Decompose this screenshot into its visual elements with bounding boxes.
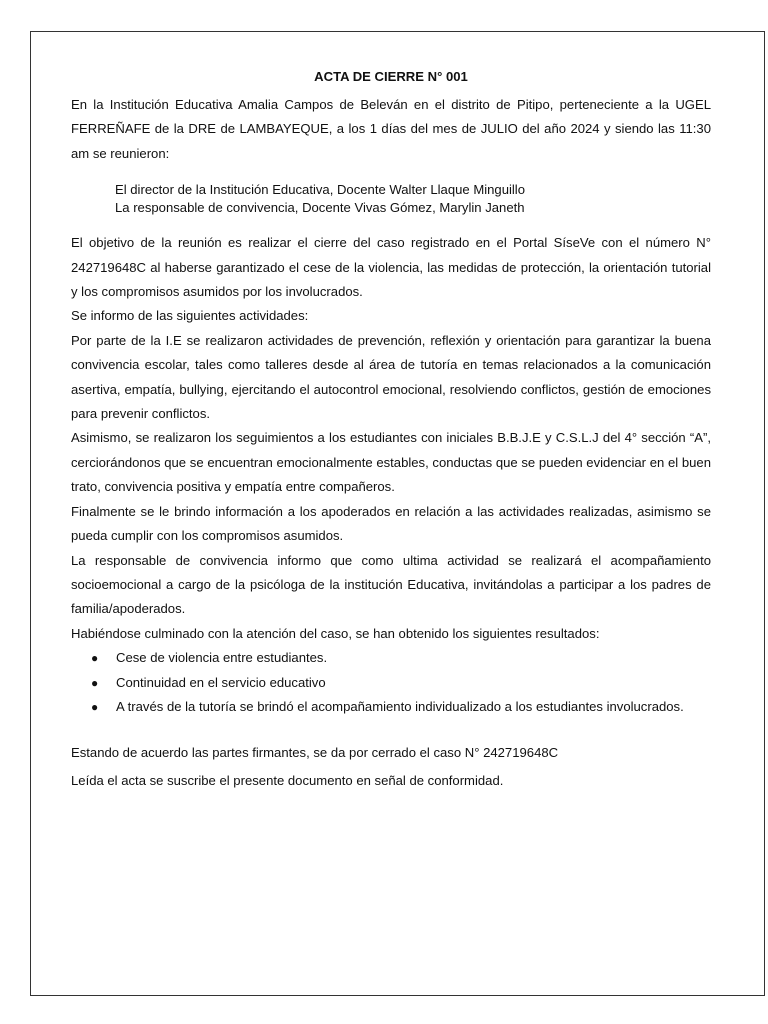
closing-section xyxy=(71,739,711,795)
document-body xyxy=(71,66,711,795)
list-item xyxy=(71,695,711,719)
result-text-2: Continuidad en el servicio educativo xyxy=(116,674,326,690)
activity-paragraph-3: Finalmente se le brindo información a los apoderados en relación a las actividades realizadas, asimismo se pueda cumplir con los compromisos asumidos. xyxy=(71,503,711,544)
intro-paragraph: En la Institución Educativa Amalia Campos de Beleván en el distrito de Pitipo, perteneciente a la UGEL FERREÑAFE de la DRE de LAMBAYEQUE, a los 1 días del mes de JULIO del año 2024 y siendo las 11:30 am se reunieron: xyxy=(71,97,711,161)
activity-paragraph-4: La responsable de convivencia informo que como ultima actividad se realizará el acompañamiento socioemocional a cargo de la psicóloga de la institución Educativa, invitándolas a participar a los padres de familia/apoderados. xyxy=(71,552,711,617)
result-text-1: Cese de violencia entre estudiantes. xyxy=(116,650,328,666)
bullet-icon: ● xyxy=(91,699,99,714)
participant-director: El director de la Institución Educativa, Docente Walter Llaque Minguillo xyxy=(115,182,525,198)
results-list xyxy=(71,646,711,719)
document-title: ACTA DE CIERRE N° 001 xyxy=(314,69,468,84)
activity-paragraph-1: Por parte de la I.E se realizaron actividades de prevención, reflexión y orientación para garantizar la buena convivencia escolar, tales como talleres desde al área de tutoría en temas relacionados a la comunicación asertiva, empatía, bullying, ejercitando el autocontrol emocional, resolviendo conflictos, gestión de emociones para prevenir conflictos. xyxy=(71,332,711,422)
closing-paragraph-1: Estando de acuerdo las partes firmantes, se da por cerrado el caso N° 242719648C xyxy=(71,745,559,761)
result-text-3: A través de la tutoría se brindó el acompañamiento individualizado a los estudiantes involucrados. xyxy=(116,698,684,714)
bullet-icon: ● xyxy=(91,675,99,690)
closing-paragraph-2: Leída el acta se suscribe el presente documento en señal de conformidad. xyxy=(71,773,504,789)
list-item xyxy=(71,646,711,670)
activity-paragraph-2: Asimismo, se realizaron los seguimientos a los estudiantes con iniciales B.B.J.E y C.S.L.J del 4° sección “A”, cerciorándonos que se encuentran emocionalmente estables, conductas que se pueden evidenciar en el buen trato, convivencia positiva y empatía entre compañeros. xyxy=(71,430,711,495)
bullet-icon: ● xyxy=(91,651,99,666)
list-item xyxy=(71,671,711,695)
participant-convivencia: La responsable de convivencia, Docente Vivas Gómez, Marylin Janeth xyxy=(115,200,525,216)
activities-intro: Se informo de las siguientes actividades: xyxy=(71,308,309,324)
objective-paragraph: El objetivo de la reunión es realizar el cierre del caso registrado en el Portal SíseVe con el número N° 242719648C al haberse garantizado el cese de la violencia, las medidas de protección, la orientación tutorial y los compromisos asumidos por los involucrados. xyxy=(71,235,711,300)
participants-list xyxy=(115,181,711,217)
results-intro: Habiéndose culminado con la atención del caso, se han obtenido los siguientes resultados: xyxy=(71,625,600,641)
